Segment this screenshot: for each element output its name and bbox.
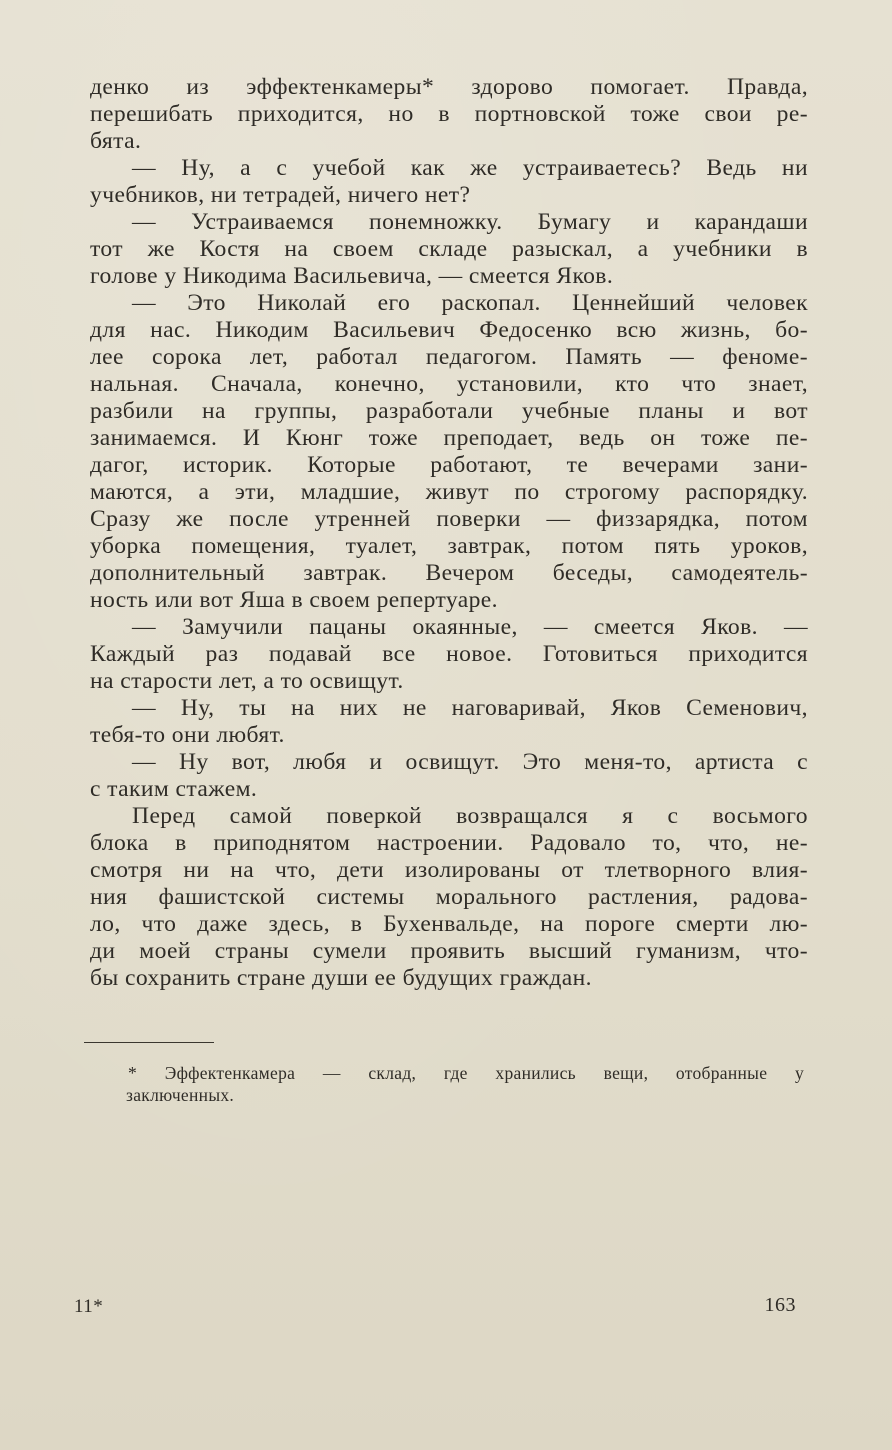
text-line: маются, а эти, младшие, живут по строгому распорядку. [90,479,808,505]
text-line: ди моей страны сумели проявить высший гуманизм, что- [90,938,808,964]
text-line: — Ну вот, любя и освищут. Это меня-то, артиста с [132,749,808,775]
text-line: тот же Костя на своем складе разыскал, а учебники в [90,236,808,262]
text-line: — Ну, а с учебой как же устраиваетесь? Ведь ни [132,155,808,181]
text-line: ло, что даже здесь, в Бухенвальде, на пороге смерти лю- [90,911,808,937]
signature-mark: 11* [74,1296,104,1317]
paragraph [90,614,808,695]
footnote [128,1062,804,1106]
text-line: разбили на группы, разработали учебные планы и вот [90,398,808,424]
text-line: уборка помещения, туалет, завтрак, потом пять уроков, [90,533,808,559]
text-line: занимаемся. И Кюнг тоже преподает, ведь он тоже пе- [90,425,808,451]
text-line: голове у Никодима Васильевича, — смеется Яков. [90,263,614,289]
footnote-line: * Эффектенкамера — склад, где хранились вещи, отобранные у [128,1063,804,1083]
paragraph [90,290,808,614]
text-line: смотря ни на что, дети изолированы от тлетворного влия- [90,857,808,883]
text-line: — Это Николай его раскопал. Ценнейший человек [132,290,808,316]
paragraph [90,74,808,155]
page-number: 163 [764,1294,796,1316]
text-line: дополнительный завтрак. Вечером беседы, самодеятель- [90,560,808,586]
paragraph [90,803,808,992]
text-line: тебя-то они любят. [90,722,285,748]
paragraph [90,695,808,749]
text-line: блока в приподнятом настроении. Радовало то, что, не- [90,830,808,856]
text-line: дагог, историк. Которые работают, те вечерами зани- [90,452,808,478]
paragraph [90,749,808,803]
text-line: на старости лет, а то освищут. [90,668,404,694]
text-line: с таким стажем. [90,776,258,802]
paragraph [90,155,808,209]
text-line: — Устраиваемся понемножку. Бумагу и карандаши [132,209,808,235]
text-line: Перед самой поверкой возвращался я с восьмого [132,803,808,829]
text-line: Сразу же после утренней поверки — физзарядка, потом [90,506,808,532]
text-line: Каждый раз подавай все новое. Готовиться приходится [90,641,808,667]
text-line: ния фашистской системы морального растления, радова- [90,884,808,910]
paragraph [90,209,808,290]
footnote-line: заключенных. [126,1085,235,1105]
text-line: учебников, ни тетрадей, ничего нет? [90,182,471,208]
text-line: денко из эффектенкамеры* здорово помогает. Правда, [90,74,808,100]
text-line: лее сорока лет, работал педагогом. Память — феноме- [90,344,808,370]
text-line: бы сохранить стране души ее будущих граждан. [90,965,592,991]
footnote-divider [84,1042,214,1043]
text-line: нальная. Сначала, конечно, установили, кто что знает, [90,371,808,397]
text-line: ность или вот Яша в своем репертуаре. [90,587,498,613]
text-line: — Замучили пацаны окаянные, — смеется Яков. — [132,614,808,640]
text-line: перешибать приходится, но в портновской тоже свои ре- [90,101,808,127]
text-line: бята. [90,128,142,154]
text-line: — Ну, ты на них не наговаривай, Яков Семенович, [132,695,808,721]
main-text [90,74,808,992]
text-line: для нас. Никодим Васильевич Федосенко всю жизнь, бо- [90,317,808,343]
